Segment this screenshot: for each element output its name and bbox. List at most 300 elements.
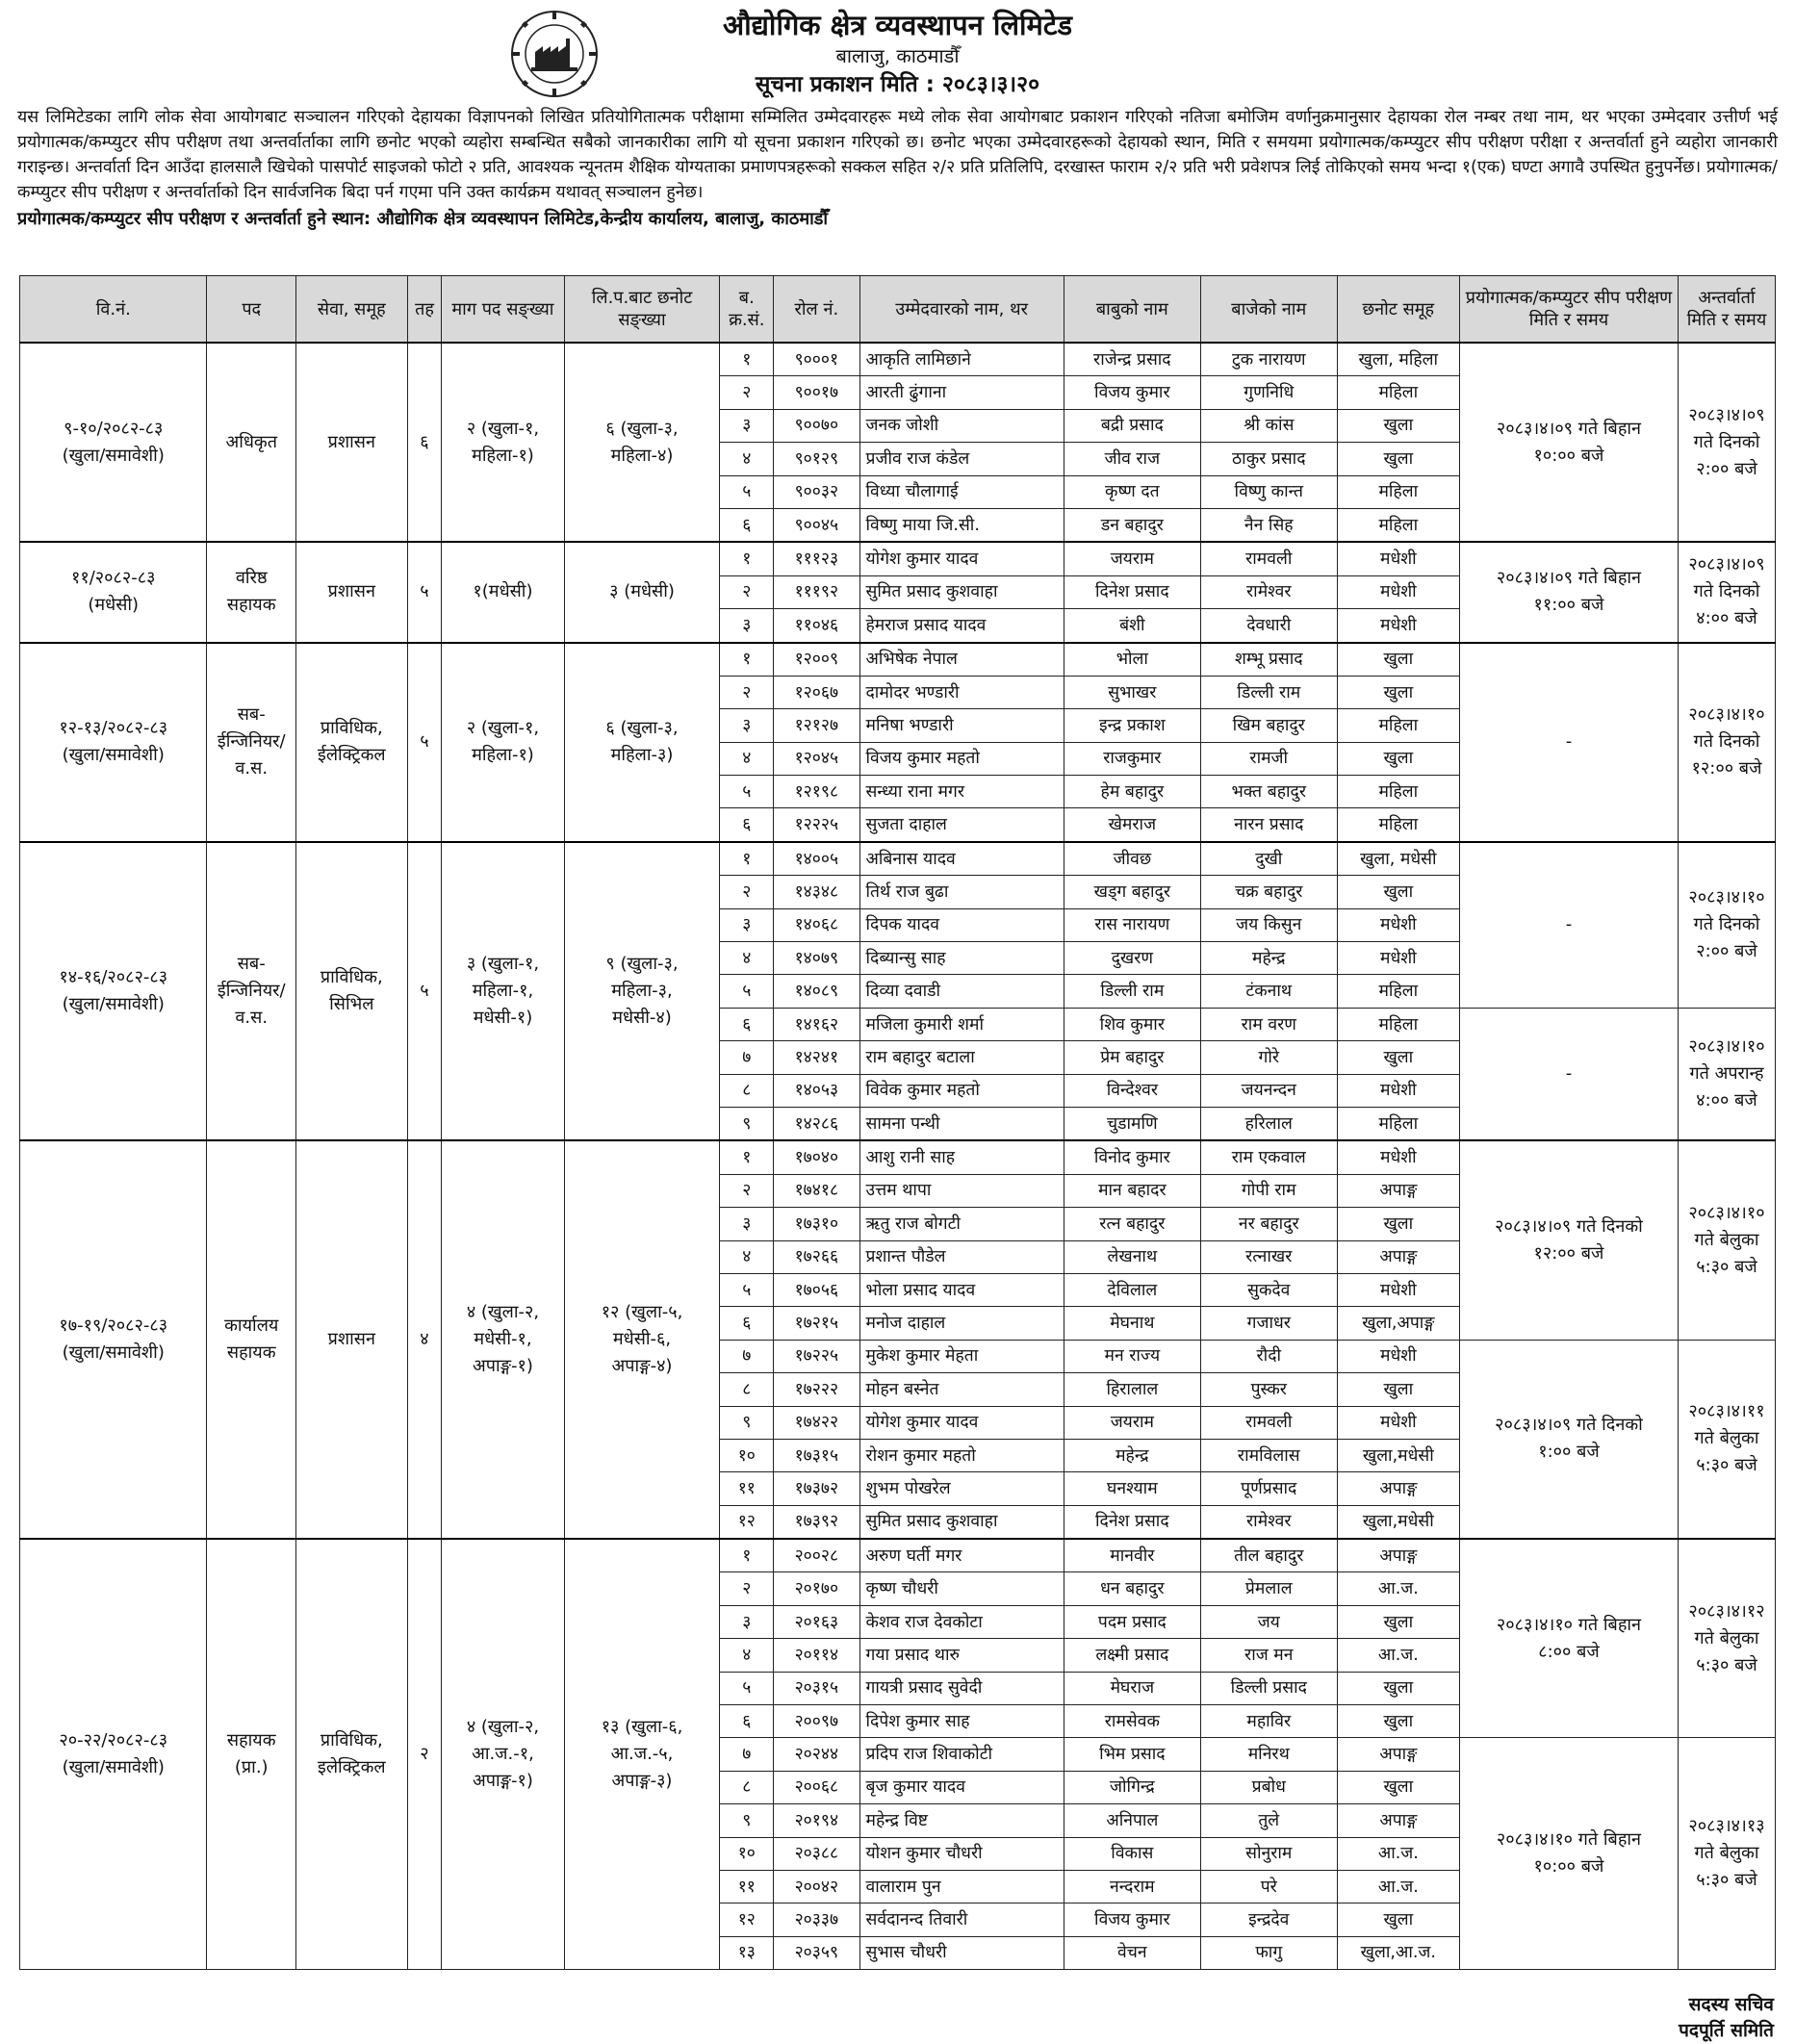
grandfather-name: जयनन्दन xyxy=(1200,1074,1337,1107)
father-name: हेम बहादुर xyxy=(1064,776,1200,808)
column-header: वि.नं. xyxy=(20,276,207,344)
practical-exam-schedule: २०८३।४।०९ गते दिनको १:०० बजे xyxy=(1459,1340,1678,1539)
father-name: धन बहादुर xyxy=(1064,1572,1200,1605)
grandfather-name: फागु xyxy=(1200,1936,1337,1969)
father-name: मेघनाथ xyxy=(1064,1307,1200,1340)
selected-count: ६ (खुला-३, महिला-४) xyxy=(564,343,720,542)
column-header: रोल नं. xyxy=(774,276,859,344)
father-name: जयराम xyxy=(1064,542,1200,575)
father-name: विजय कुमार xyxy=(1064,1903,1200,1936)
selection-group: महिला xyxy=(1337,975,1459,1008)
service-group: प्रशासन xyxy=(295,343,407,542)
selection-group: खुला,मधेसी xyxy=(1337,1439,1459,1471)
father-name: नन्दराम xyxy=(1064,1870,1200,1903)
father-name: विजय कुमार xyxy=(1064,376,1200,409)
grandfather-name: टुक नारायण xyxy=(1200,343,1337,376)
candidate-name: आरती ढुंगाना xyxy=(859,376,1064,409)
selection-group: खुला xyxy=(1337,409,1459,442)
advertisement-number: २०-२२/२०८२-८३ (खुला/समावेशी) xyxy=(20,1539,207,1970)
candidate-name: दिव्या दवाडी xyxy=(859,975,1064,1008)
roll-number: १२१२७ xyxy=(774,709,859,742)
selection-group: अपाङ्ग xyxy=(1337,1240,1459,1273)
selection-group: मधेशी xyxy=(1337,1140,1459,1174)
father-name: राजकुमार xyxy=(1064,742,1200,775)
advertisement-number: ९-१०/२०८२-८३ (खुला/समावेशी) xyxy=(20,343,207,542)
selection-group: अपाङ्ग xyxy=(1337,1472,1459,1505)
candidate-name: मनिषा भण्डारी xyxy=(859,709,1064,742)
serial-no: ६ xyxy=(720,808,774,842)
table-row xyxy=(20,542,1776,575)
selection-group: महिला xyxy=(1337,475,1459,508)
candidate-name: विवेक कुमार महतो xyxy=(859,1074,1064,1107)
selection-group: खुला xyxy=(1337,443,1459,475)
serial-no: ४ xyxy=(720,443,774,475)
serial-no: १ xyxy=(720,1539,774,1572)
serial-no: १० xyxy=(720,1439,774,1471)
service-group: प्राविधिक, ईलेक्ट्रिकल xyxy=(295,643,407,842)
selected-count: ९ (खुला-३, महिला-३, मधेसी-४) xyxy=(564,842,720,1141)
roll-number: ९०१२९ xyxy=(774,443,859,475)
grandfather-name: चक्र बहादुर xyxy=(1200,876,1337,908)
grandfather-name: महाविर xyxy=(1200,1705,1337,1738)
selection-group: महिला xyxy=(1337,808,1459,842)
demanded-posts: ४ (खुला-२, आ.ज.-१, अपाङ्ग-१) xyxy=(442,1539,564,1970)
selection-group: मधेशी xyxy=(1337,542,1459,575)
serial-no: ५ xyxy=(720,475,774,508)
grandfather-name: पुस्कर xyxy=(1200,1373,1337,1406)
roll-number: ९००४५ xyxy=(774,508,859,542)
serial-no: ५ xyxy=(720,975,774,1008)
interview-schedule: २०८३।४।१० गते अपरान्ह ४:०० बजे xyxy=(1679,1008,1776,1140)
candidate-name: योशन कुमार चौधरी xyxy=(859,1837,1064,1870)
serial-no: ७ xyxy=(720,1041,774,1074)
advertisement-number: १२-१३/२०८२-८३ (खुला/समावेशी) xyxy=(20,643,207,842)
table-header-row xyxy=(20,276,1776,344)
selection-group: अपाङ्ग xyxy=(1337,1174,1459,1207)
candidate-name: प्रजीव राज कंडेल xyxy=(859,443,1064,475)
notice-publication-date: सूचना प्रकाशन मिति : २०८३।३।२० xyxy=(755,72,1040,97)
level: २ xyxy=(407,1539,442,1970)
father-name: खेमराज xyxy=(1064,808,1200,842)
candidate-name: रोशन कुमार महतो xyxy=(859,1439,1064,1471)
grandfather-name: देवधारी xyxy=(1200,609,1337,643)
roll-number: १२०४५ xyxy=(774,742,859,775)
candidate-name: भोला प्रसाद यादव xyxy=(859,1273,1064,1306)
candidate-name: मनोज दाहाल xyxy=(859,1307,1064,1340)
grandfather-name: रौदी xyxy=(1200,1340,1337,1372)
father-name: दुखरण xyxy=(1064,942,1200,975)
post-name: सहायक (प्रा.) xyxy=(207,1539,296,1970)
grandfather-name: टंकनाथ xyxy=(1200,975,1337,1008)
service-group: प्रशासन xyxy=(295,542,407,642)
candidate-name: अरुण घर्ती मगर xyxy=(859,1539,1064,1572)
grandfather-name: रामेश्वर xyxy=(1200,1505,1337,1539)
column-header: अन्तर्वार्ता मिति र समय xyxy=(1679,276,1776,344)
roll-number: २००४२ xyxy=(774,1870,859,1903)
roll-number: ९००७० xyxy=(774,409,859,442)
column-header: तह xyxy=(407,276,442,344)
father-name: मेघराज xyxy=(1064,1672,1200,1704)
grandfather-name: श्री कांस xyxy=(1200,409,1337,442)
demanded-posts: ३ (खुला-१, महिला-१, मधेसी-१) xyxy=(442,842,564,1141)
roll-number: १२००९ xyxy=(774,643,859,677)
father-name: मान बहादर xyxy=(1064,1174,1200,1207)
selection-group: खुला,अपाङ्ग xyxy=(1337,1307,1459,1340)
roll-number: ११०४६ xyxy=(774,609,859,643)
candidate-name: सुभास चौधरी xyxy=(859,1936,1064,1969)
grandfather-name: इन्द्रदेव xyxy=(1200,1903,1337,1936)
serial-no: २ xyxy=(720,1174,774,1207)
grandfather-name: पूर्णप्रसाद xyxy=(1200,1472,1337,1505)
practical-exam-schedule: २०८३।४।०९ गते बिहान १०:०० बजे xyxy=(1459,343,1678,542)
column-header: बाबुको नाम xyxy=(1064,276,1200,344)
serial-no: १३ xyxy=(720,1936,774,1969)
roll-number: १७३१५ xyxy=(774,1439,859,1471)
notice-header xyxy=(0,0,1795,101)
roll-number: १११९२ xyxy=(774,575,859,608)
father-name: बंशी xyxy=(1064,609,1200,643)
grandfather-name: नैन सिह xyxy=(1200,508,1337,542)
demanded-posts: ४ (खुला-२, मधेसी-१, अपाङ्ग-१) xyxy=(442,1140,564,1539)
post-name: सब- ईन्जिनियर/ व.स. xyxy=(207,842,296,1141)
practical-exam-schedule: - xyxy=(1459,842,1678,1008)
table-row xyxy=(20,1140,1776,1174)
roll-number: १४०८९ xyxy=(774,975,859,1008)
father-name: सुभाखर xyxy=(1064,676,1200,708)
selection-group: आ.ज. xyxy=(1337,1870,1459,1903)
candidate-name: प्रदिप राज शिवाकोटी xyxy=(859,1738,1064,1771)
selection-group: आ.ज. xyxy=(1337,1837,1459,1870)
selection-group: महिला xyxy=(1337,709,1459,742)
father-name: लेखनाथ xyxy=(1064,1240,1200,1273)
level: ५ xyxy=(407,842,442,1141)
selection-group: खुला xyxy=(1337,1771,1459,1803)
selected-count: ३ (मधेसी) xyxy=(564,542,720,642)
roll-number: २००९७ xyxy=(774,1705,859,1738)
father-name: डन बहादुर xyxy=(1064,508,1200,542)
practical-exam-schedule: २०८३।४।१० गते बिहान १०:०० बजे xyxy=(1459,1738,1678,1970)
interview-schedule: २०८३।४।११ गते बेलुका ५:३० बजे xyxy=(1679,1340,1776,1539)
selection-group: महिला xyxy=(1337,1107,1459,1140)
grandfather-name: विष्णु कान्त xyxy=(1200,475,1337,508)
grandfather-name: राम एकवाल xyxy=(1200,1140,1337,1174)
serial-no: ३ xyxy=(720,709,774,742)
serial-no: ६ xyxy=(720,1307,774,1340)
selection-group: मधेशी xyxy=(1337,1273,1459,1306)
grandfather-name: गजाधर xyxy=(1200,1307,1337,1340)
roll-number: २०३८८ xyxy=(774,1837,859,1870)
roll-number: ९०००१ xyxy=(774,343,859,376)
serial-no: १२ xyxy=(720,1903,774,1936)
selection-group: मधेशी xyxy=(1337,1074,1459,1107)
column-header: बाजेको नाम xyxy=(1200,276,1337,344)
candidate-name: आशु रानी साह xyxy=(859,1140,1064,1174)
roll-number: २०११४ xyxy=(774,1639,859,1672)
service-group: प्राविधिक, इलेक्ट्रिकल xyxy=(295,1539,407,1970)
table-row xyxy=(20,1539,1776,1572)
serial-no: १ xyxy=(720,343,774,376)
roll-number: २०१७० xyxy=(774,1572,859,1605)
service-group: प्रशासन xyxy=(295,1140,407,1539)
father-name: जोगिन्द्र xyxy=(1064,1771,1200,1803)
interview-schedule: २०८३।४।१० गते दिनको १२:०० बजे xyxy=(1679,643,1776,842)
serial-no: १२ xyxy=(720,1505,774,1539)
father-name: अनिपाल xyxy=(1064,1804,1200,1837)
serial-no: १० xyxy=(720,1837,774,1870)
serial-no: ६ xyxy=(720,1705,774,1738)
candidate-name: विष्णु माया जि.सी. xyxy=(859,508,1064,542)
roll-number: २०२४४ xyxy=(774,1738,859,1771)
father-name: राजेन्द्र प्रसाद xyxy=(1064,343,1200,376)
serial-no: १ xyxy=(720,842,774,876)
roll-number: २००६८ xyxy=(774,1771,859,1803)
serial-no: ५ xyxy=(720,1273,774,1306)
grandfather-name: खिम बहादुर xyxy=(1200,709,1337,742)
selection-group: मधेशी xyxy=(1337,1406,1459,1439)
grandfather-name: प्रेमलाल xyxy=(1200,1572,1337,1605)
selected-count: १३ (खुला-६, आ.ज.-५, अपाङ्ग-३) xyxy=(564,1539,720,1970)
table-row xyxy=(20,643,1776,677)
roll-number: १७२१५ xyxy=(774,1307,859,1340)
organization-address: बालाजु, काठमाडौँ xyxy=(835,44,960,67)
roll-number: १११२३ xyxy=(774,542,859,575)
selection-group: मधेशी xyxy=(1337,575,1459,608)
service-group: प्राविधिक, सिभिल xyxy=(295,842,407,1141)
roll-number: १७३१० xyxy=(774,1208,859,1240)
father-name: रत्न बहादुर xyxy=(1064,1208,1200,1240)
father-name: खड्ग बहादुर xyxy=(1064,876,1200,908)
father-name: दिनेश प्रसाद xyxy=(1064,1505,1200,1539)
interview-schedule: २०८३।४।१० गते दिनको २:०० बजे xyxy=(1679,842,1776,1008)
father-name: जीवछ xyxy=(1064,842,1200,876)
serial-no: २ xyxy=(720,1572,774,1605)
roll-number: १७४१८ xyxy=(774,1174,859,1207)
demanded-posts: १(मधेसी) xyxy=(442,542,564,642)
serial-no: ३ xyxy=(720,908,774,941)
selection-group: खुला xyxy=(1337,1041,1459,1074)
roll-number: १७२२५ xyxy=(774,1340,859,1372)
grandfather-name: राज मन xyxy=(1200,1639,1337,1672)
roll-number: २००२८ xyxy=(774,1539,859,1572)
father-name: कृष्ण दत xyxy=(1064,475,1200,508)
grandfather-name: प्रबोध xyxy=(1200,1771,1337,1803)
advertisement-number: १७-१९/२०८२-८३ (खुला/समावेशी) xyxy=(20,1140,207,1539)
post-name: कार्यालय सहायक xyxy=(207,1140,296,1539)
results-table xyxy=(19,275,1776,1970)
column-header: पद xyxy=(207,276,296,344)
demanded-posts: २ (खुला-१, महिला-१) xyxy=(442,643,564,842)
father-name: चुडामणि xyxy=(1064,1107,1200,1140)
roll-number: ९००३२ xyxy=(774,475,859,508)
selection-group: खुला, महिला xyxy=(1337,343,1459,376)
practical-exam-schedule: - xyxy=(1459,1008,1678,1140)
roll-number: १२१९८ xyxy=(774,776,859,808)
grandfather-name: रामजी xyxy=(1200,742,1337,775)
grandfather-name: ठाकुर प्रसाद xyxy=(1200,443,1337,475)
roll-number: १४०७९ xyxy=(774,942,859,975)
serial-no: ९ xyxy=(720,1804,774,1837)
serial-no: ८ xyxy=(720,1771,774,1803)
father-name: घनश्याम xyxy=(1064,1472,1200,1505)
selection-group: महिला xyxy=(1337,1008,1459,1040)
serial-no: २ xyxy=(720,676,774,708)
interview-schedule: २०८३।४।१२ गते बेलुका ५:३० बजे xyxy=(1679,1539,1776,1738)
serial-no: ३ xyxy=(720,409,774,442)
selection-group: खुला xyxy=(1337,1705,1459,1738)
selected-count: १२ (खुला-५, मधेसी-६, अपाङ्ग-४) xyxy=(564,1140,720,1539)
roll-number: १४०६८ xyxy=(774,908,859,941)
roll-number: १४१६२ xyxy=(774,1008,859,1040)
candidate-name: योगेश कुमार यादव xyxy=(859,542,1064,575)
candidate-name: गया प्रसाद थारु xyxy=(859,1639,1064,1672)
selection-group: आ.ज. xyxy=(1337,1572,1459,1605)
selection-group: मधेशी xyxy=(1337,942,1459,975)
roll-number: १७४२२ xyxy=(774,1406,859,1439)
roll-number: १७०४० xyxy=(774,1140,859,1174)
roll-number: १७३९२ xyxy=(774,1505,859,1539)
grandfather-name: दुखी xyxy=(1200,842,1337,876)
candidate-name: योगेश कुमार यादव xyxy=(859,1406,1064,1439)
roll-number: १४२४१ xyxy=(774,1041,859,1074)
roll-number: २०३३७ xyxy=(774,1903,859,1936)
roll-number: १७२६६ xyxy=(774,1240,859,1273)
candidate-name: महेन्द्र विष्ट xyxy=(859,1804,1064,1837)
roll-number: २०१६३ xyxy=(774,1605,859,1638)
selection-group: खुला, मधेसी xyxy=(1337,842,1459,876)
father-name: डिल्ली राम xyxy=(1064,975,1200,1008)
candidate-name: अभिषेक नेपाल xyxy=(859,643,1064,677)
father-name: भिम प्रसाद xyxy=(1064,1738,1200,1771)
roll-number: १७२२२ xyxy=(774,1373,859,1406)
post-name: अधिकृत xyxy=(207,343,296,542)
serial-no: १ xyxy=(720,542,774,575)
roll-number: २०३१५ xyxy=(774,1672,859,1704)
father-name: इन्द्र प्रकाश xyxy=(1064,709,1200,742)
candidate-name: राम बहादुर बटाला xyxy=(859,1041,1064,1074)
candidate-name: मजिला कुमारी शर्मा xyxy=(859,1008,1064,1040)
serial-no: ८ xyxy=(720,1074,774,1107)
candidate-name: दिब्यान्सु साह xyxy=(859,942,1064,975)
interview-schedule: २०८३।४।०९ गते दिनको ४:०० बजे xyxy=(1679,542,1776,642)
serial-no: ३ xyxy=(720,609,774,643)
roll-number: १२२२५ xyxy=(774,808,859,842)
notice-body-text: यस लिमिटेडका लागि लोक सेवा आयोगबाट सञ्चालन गरिएको देहायका विज्ञापनको लिखित प्रतियोगितात्मक परीक्षामा सम्मिलित उम्मेदवारहरू मध्ये लोक सेवा आयोगबाट प्रकाशन गरिएको नतिजा बमोजिम वर्णानुक्रमानुसार देहायका रोल नम्बर तथा नाम, थर भएका उम्मेदवार उत्तीर्ण भई प्रयोगात्मक/कम्प्युटर सीप परीक्षण तथा अन्तर्वार्ताका लागि छनोट भएको व्यहोरा सम्बन्धित सबैको जानकारीका लागि यो सूचना प्रकाशन गरिएको छ। छनोट भएका उम्मेदवारहरूको देहायको स्थान, मिति र समयमा प्रयोगात्मक/कम्प्युटर सीप परीक्षण परीक्षा र अन्तर्वार्ता हुने व्यहोरा जानकारी गराइन्छ। अन्तर्वार्ता दिन आउँदा हालसालै खिचेको पासपोर्ट साइजको फोटो २ प्रति, आवश्यक न्यूनतम शैक्षिक योग्यताका प्रमाणपत्रहरूको सक्कल सहित २/२ प्रति प्रतिलिपि, दरखास्त फाराम २/२ प्रति भरी प्रवेशपत्र लिई तोकिएको समय भन्दा १(एक) घण्टा अगावै उपस्थित हुनुपर्नेछ। प्रयोगात्मक/कम्प्युटर सीप परीक्षण र अन्तर्वार्ताको दिन सार्वजनिक बिदा पर्न गएमा पनि उक्त कार्यक्रम यथावत् सञ्चालन हुनेछ। xyxy=(17,108,1778,202)
results-table-body xyxy=(20,343,1776,1970)
table-row xyxy=(20,842,1776,876)
candidate-name: जनक जोशी xyxy=(859,409,1064,442)
interview-schedule: २०८३।४।१० गते बेलुका ५:३० बजे xyxy=(1679,1140,1776,1340)
candidate-name: सुमित प्रसाद कुशवाहा xyxy=(859,575,1064,608)
father-name: मानवीर xyxy=(1064,1539,1200,1572)
roll-number: १४००५ xyxy=(774,842,859,876)
father-name: दिनेश प्रसाद xyxy=(1064,575,1200,608)
selection-group: खुला xyxy=(1337,643,1459,677)
serial-no: १ xyxy=(720,643,774,677)
selection-group: खुला xyxy=(1337,1208,1459,1240)
roll-number: १४२८६ xyxy=(774,1107,859,1140)
roll-number: १२०६७ xyxy=(774,676,859,708)
level: ६ xyxy=(407,343,442,542)
candidate-name: गायत्री प्रसाद सुवेदी xyxy=(859,1672,1064,1704)
grandfather-name: गोपी राम xyxy=(1200,1174,1337,1207)
father-name: मन राज्य xyxy=(1064,1340,1200,1372)
grandfather-name: रामवली xyxy=(1200,542,1337,575)
serial-no: ५ xyxy=(720,776,774,808)
column-header: छनोट समूह xyxy=(1337,276,1459,344)
father-name: रामसेवक xyxy=(1064,1705,1200,1738)
roll-number: २०३५९ xyxy=(774,1936,859,1969)
father-name: देविलाल xyxy=(1064,1273,1200,1306)
column-header: ब. क्र.सं. xyxy=(720,276,774,344)
roll-number: ९००१७ xyxy=(774,376,859,409)
candidate-name: ऋतु राज बोगटी xyxy=(859,1208,1064,1240)
advertisement-number: ११/२०८२-८३ (मधेसी) xyxy=(20,542,207,642)
grandfather-name: गुणनिधि xyxy=(1200,376,1337,409)
table-row xyxy=(20,343,1776,376)
serial-no: ११ xyxy=(720,1472,774,1505)
candidate-name: तिर्थ राज बुढा xyxy=(859,876,1064,908)
serial-no: ७ xyxy=(720,1738,774,1771)
serial-no: ७ xyxy=(720,1340,774,1372)
serial-no: ३ xyxy=(720,1208,774,1240)
grandfather-name: रामेश्वर xyxy=(1200,575,1337,608)
grandfather-name: परे xyxy=(1200,1870,1337,1903)
serial-no: ४ xyxy=(720,942,774,975)
grandfather-name: रामविलास xyxy=(1200,1439,1337,1471)
candidate-name: उत्तम थापा xyxy=(859,1174,1064,1207)
selection-group: अपाङ्ग xyxy=(1337,1738,1459,1771)
level: ४ xyxy=(407,1140,442,1539)
candidate-name: कृष्ण चौधरी xyxy=(859,1572,1064,1605)
serial-no: ९ xyxy=(720,1406,774,1439)
selection-group: खुला xyxy=(1337,1605,1459,1638)
post-name: सब- ईन्जिनियर/ व.स. xyxy=(207,643,296,842)
grandfather-name: हरिलाल xyxy=(1200,1107,1337,1140)
practical-exam-schedule: २०८३।४।०९ गते बिहान ११:०० बजे xyxy=(1459,542,1678,642)
organization-title: औद्योगिक क्षेत्र व्यवस्थापन लिमिटेड xyxy=(723,9,1072,41)
selected-count: ६ (खुला-३, महिला-३) xyxy=(564,643,720,842)
grandfather-name: रत्नाखर xyxy=(1200,1240,1337,1273)
candidate-name: सामना पन्थी xyxy=(859,1107,1064,1140)
father-name: प्रेम बहादुर xyxy=(1064,1041,1200,1074)
serial-no: ४ xyxy=(720,742,774,775)
father-name: शिव कुमार xyxy=(1064,1008,1200,1040)
serial-no: ४ xyxy=(720,1639,774,1672)
candidate-name: विध्या चौलागाई xyxy=(859,475,1064,508)
serial-no: ३ xyxy=(720,1605,774,1638)
father-name: विकास xyxy=(1064,1837,1200,1870)
grandfather-name: डिल्ली प्रसाद xyxy=(1200,1672,1337,1704)
candidate-name: सुमित प्रसाद कुशवाहा xyxy=(859,1505,1064,1539)
level: ५ xyxy=(407,542,442,642)
selection-group: खुला xyxy=(1337,876,1459,908)
father-name: महेन्द्र xyxy=(1064,1439,1200,1471)
father-name: हिरालाल xyxy=(1064,1373,1200,1406)
post-name: वरिष्ठ सहायक xyxy=(207,542,296,642)
father-name: बद्री प्रसाद xyxy=(1064,409,1200,442)
signatory-title: सदस्य सचिव xyxy=(1688,1994,1774,2015)
candidate-name: दिपक यादव xyxy=(859,908,1064,941)
grandfather-name: शम्भू प्रसाद xyxy=(1200,643,1337,677)
exam-venue: प्रयोगात्मक/कम्प्युटर सीप परीक्षण र अन्तर्वार्ता हुने स्थान: औद्योगिक क्षेत्र व्यवस्थापन लिमिटेड,केन्द्रीय कार्यालय, बालाजु, काठमाडौँ xyxy=(17,209,829,229)
roll-number: १४०५३ xyxy=(774,1074,859,1107)
grandfather-name: सुकदेव xyxy=(1200,1273,1337,1306)
father-name: विन्देश्वर xyxy=(1064,1074,1200,1107)
father-name: विनोद कुमार xyxy=(1064,1140,1200,1174)
signature-block xyxy=(1679,1992,1774,2044)
practical-exam-schedule: - xyxy=(1459,643,1678,842)
candidate-name: शुभम पोखरेल xyxy=(859,1472,1064,1505)
